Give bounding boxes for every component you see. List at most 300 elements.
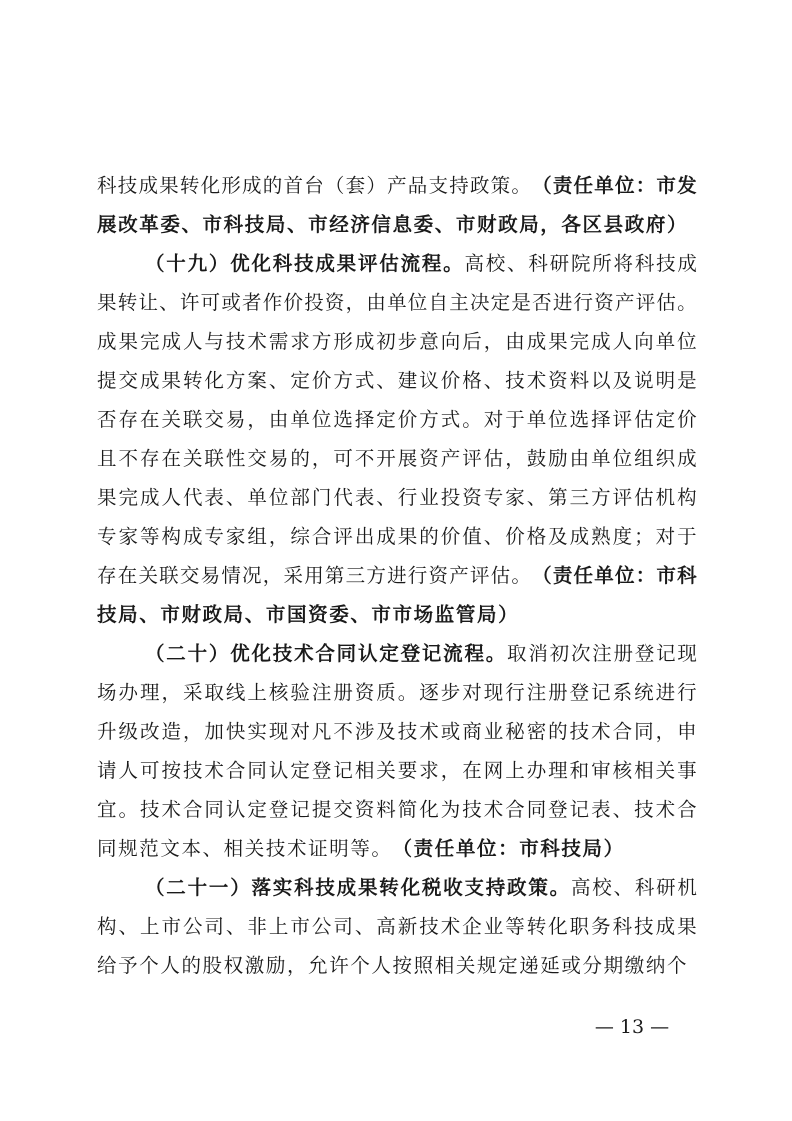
text-char: 同 [336,642,357,665]
text-char: 组 [247,525,267,548]
text-char: 局 [519,213,541,236]
text-char: 审 [591,759,611,782]
text-char: （ [532,174,552,197]
text-char: 评 [333,525,353,548]
text-char: 术 [161,798,181,821]
text-char: 、 [483,369,504,392]
text-char: 步 [397,330,418,353]
text-char: 予 [118,954,140,977]
text-char: 品 [407,174,428,197]
text-char: 革 [139,213,161,236]
text-char: 务 [591,915,611,938]
text-char: 认 [357,642,378,665]
text-char: 支 [428,174,449,197]
text-char: 存 [139,447,160,470]
text-char: 可 [200,291,221,314]
text-char: 上 [247,681,267,704]
text-char: 化 [251,252,271,275]
text-char: 。 [677,291,697,314]
text-char: 局 [582,837,604,860]
text-char: 。 [485,642,506,665]
text-char: 自 [428,291,449,314]
text-char: 交 [333,798,353,821]
text-char: 给 [97,954,119,977]
text-char: 。 [511,174,531,197]
text-char: 技 [265,837,287,860]
text-char: 申 [677,720,697,743]
text-char: 价 [440,525,461,548]
text-char: 县 [603,213,625,236]
text-char: 展 [97,213,119,236]
text-char: 验 [290,681,310,704]
text-char: 、 [376,486,396,509]
text-char: 合 [315,642,335,665]
text-char: 。 [371,837,393,860]
text-char: 科 [528,252,548,275]
text-char: 机 [677,876,697,899]
text-char: 估 [634,408,654,431]
text-char: 术 [286,837,309,860]
text-char: 商 [462,720,482,743]
text-char: 熟 [591,525,611,548]
text-char: 委 [329,603,351,626]
text-char: 化 [200,174,221,197]
text-char: 文 [160,837,182,860]
text-char: 任 [573,564,594,587]
text-char: 请 [97,759,117,782]
text-char: 局 [223,603,245,626]
text-char: 技 [397,720,418,743]
text-char: 合 [311,525,332,548]
text-char: 市 [392,603,414,626]
text-char: 将 [613,252,634,275]
text-char: 市 [161,915,181,938]
text-char: 公 [311,915,332,938]
text-char: 人 [612,330,633,353]
text-char: 评 [612,486,633,509]
text-char: 秘 [505,720,525,743]
text-char: 科 [634,252,655,275]
text-char: 单 [455,837,477,860]
text-char: 。 [118,798,138,821]
text-char: 联 [182,408,203,431]
text-char: ， [268,525,289,548]
text-char: 方 [366,564,386,587]
text-char: 、 [354,915,375,938]
text-char: 式 [354,369,375,392]
text-char: 化 [548,915,568,938]
text-char: 、 [202,837,224,860]
text-char: 场 [97,681,117,704]
text-char: 行 [505,681,525,704]
text-char: 认 [268,759,289,782]
text-char: 政 [624,213,646,236]
text-char: 展 [397,447,418,470]
text-char: 权 [223,954,245,977]
text-char: 资 [354,681,375,704]
page-number: — 13 — [594,1016,670,1038]
text-char: 相 [354,759,375,782]
text-char: 关 [138,564,158,587]
text-char: 、 [526,486,547,509]
text-char: 或 [440,720,461,743]
text-char: 让 [138,291,158,314]
text-char: 资 [324,291,345,314]
text-char: 明 [655,369,676,392]
text-char: 按 [392,954,414,977]
text-char: 产 [449,564,469,587]
text-char: 册 [548,681,568,704]
text-char: 技 [182,759,203,782]
text-char: 行 [407,564,428,587]
text-char: 落 [251,876,271,899]
text-char: 企 [462,915,482,938]
text-char: 二 [166,876,186,899]
text-char: 现 [677,642,697,665]
text-char: 级 [118,720,138,743]
text-char: 否 [532,291,552,314]
text-char: 记 [421,642,442,665]
text-char: 与 [204,330,224,353]
text-char: 果 [397,525,418,548]
text-char: 主 [449,291,469,314]
text-char: 位 [268,486,289,509]
text-char: 定 [376,408,396,431]
text-line [97,556,697,595]
text-char: 校 [485,252,506,275]
text-char: 情 [221,564,241,587]
text-char: 市 [371,603,393,626]
text-char: 单 [655,330,676,353]
text-char: 评 [357,252,378,275]
text-char: 技 [225,330,246,353]
text-char: 十 [187,642,208,665]
text-char: 规 [476,954,499,977]
text-line [97,322,697,361]
text-char: 组 [634,447,654,470]
text-char: 套 [345,174,366,197]
text-char: 提 [311,798,332,821]
text-char: 对 [483,408,504,431]
text-char: 。 [397,681,418,704]
text-char: 第 [324,564,345,587]
text-char: 、 [118,915,138,938]
text-char: 成 [336,876,357,899]
text-char: 不 [118,447,138,470]
text-char: 册 [613,642,634,665]
text-char: 行 [573,291,594,314]
text-char: 术 [655,798,676,821]
text-char: 联 [204,447,224,470]
text-char: 择 [354,408,375,431]
text-char: 统 [634,681,654,704]
text-char: 相 [223,837,245,860]
text-char: 家 [118,525,138,548]
text-char: 励 [548,447,568,470]
text-char: 在 [117,564,138,587]
text-char: ； [634,525,654,548]
text-char: 合 [182,798,203,821]
text-char: 公 [182,915,203,938]
text-char: 价 [440,369,461,392]
text-char: 、 [244,603,266,626]
text-char: 产 [440,447,461,470]
text-char: ， [505,447,525,470]
text-char: 成 [376,525,396,548]
text-char: 允 [308,954,330,977]
text-line [97,907,697,946]
text-line [97,283,697,322]
text-char: 、 [159,291,179,314]
text-char: 业 [419,486,439,509]
text-char: 加 [204,720,224,743]
text-line [97,712,697,751]
text-char: 、 [612,798,633,821]
text-char: 果 [677,915,697,938]
text-char: 在 [161,447,181,470]
text-char: 同 [634,720,654,743]
text-char: 说 [634,369,654,392]
text-char: 科 [223,213,245,236]
text-char: 技 [656,252,676,275]
text-char: 单 [594,174,614,197]
text-char: 择 [591,408,611,431]
text-char: 。 [549,876,570,899]
text-char: 递 [519,954,541,977]
text-char: 支 [464,876,484,899]
text-char: 合 [505,798,525,821]
text-char: 人 [182,330,203,353]
text-char: 实 [272,876,293,899]
text-char: 需 [268,330,289,353]
text-char: 事 [677,759,697,782]
text-char: 成 [139,486,160,509]
text-char: 料 [376,798,396,821]
text-char: 术 [483,798,504,821]
text-char: 成 [569,525,590,548]
text-char: 网 [483,759,504,782]
text-char: 改 [139,720,160,743]
text-char: 投 [304,291,324,314]
text-char: 科 [634,876,655,899]
text-char: 线 [225,681,246,704]
text-char: 采 [182,681,203,704]
text-char: 激 [244,954,266,977]
text-char: 的 [548,720,568,743]
text-char: 位 [311,408,332,431]
text-char: 后 [462,330,482,353]
text-char: 术 [526,369,547,392]
text-char: 流 [443,642,463,665]
text-char: 求 [419,759,439,782]
text-char: 评 [469,564,490,587]
text-char: 息 [392,213,414,236]
text-char: 单 [247,486,267,509]
text-char: 首 [283,174,303,197]
text-char: 在 [462,759,482,782]
text-char: 、 [483,525,504,548]
text-char: 及 [612,369,633,392]
text-char: 第 [548,486,568,509]
text-char: 步 [440,681,461,704]
text-char: 专 [204,525,224,548]
text-char: 易 [200,564,221,587]
text-char: 关 [376,759,396,782]
text-char: 定 [247,798,267,821]
text-char: 成 [526,330,547,353]
text-line [97,166,697,205]
text-char: 、 [376,369,396,392]
text-char: ） [366,174,386,197]
text-char: 、 [181,213,203,236]
text-char: 及 [376,720,396,743]
text-char: 优 [230,252,250,275]
text-char: 技 [505,369,525,392]
text-char: 市 [656,174,676,197]
text-char: 价 [397,408,418,431]
text-char: 记 [569,798,590,821]
text-char: 且 [97,447,117,470]
text-char: 关 [455,954,477,977]
text-char: 转 [179,174,200,197]
text-char: 管 [455,603,477,626]
text-char: 、 [286,213,309,236]
text-char: 现 [483,681,504,704]
text-char: 职 [569,915,590,938]
text-char: 范 [139,837,161,860]
text-char: 表 [204,486,224,509]
text-char: ） [230,876,250,899]
text-char: 逐 [419,681,439,704]
text-char: 否 [97,408,117,431]
text-char: 交 [247,447,267,470]
text-char: 进 [552,291,573,314]
text-char: ： [498,837,520,860]
text-char: 密 [526,720,547,743]
text-char: 技 [244,213,266,236]
text-char: 对 [290,720,310,743]
text-char: 局 [476,603,499,626]
text-char: 技 [634,798,654,821]
text-char: 价 [283,291,303,314]
text-char: 果 [159,174,179,197]
text-char: 技 [117,174,138,197]
text-char: 意 [419,330,439,353]
text-char: 化 [251,642,271,665]
body-text [97,166,697,985]
text-char: 等 [350,837,372,860]
text-char: 人 [161,486,181,509]
text-char: 励 [265,954,287,977]
text-char: 况 [242,564,262,587]
text-char: 明 [329,837,351,860]
text-char: 高 [464,252,484,275]
text-char: 和 [569,759,590,782]
text-char: 表 [354,486,375,509]
text-char: （ [392,837,414,860]
text-char: 估 [490,564,511,587]
text-char: 果 [118,330,138,353]
text-char: 选 [569,408,590,431]
text-char: 在 [139,408,160,431]
text-char: 化 [204,369,224,392]
text-char: 资 [462,486,482,509]
text-char: 对 [462,681,482,704]
text-char: 资 [428,564,449,587]
text-char: 定 [490,291,511,314]
text-char: 方 [419,408,439,431]
text-char: 个 [139,954,161,977]
text-char: 关 [161,408,181,431]
text-char: （ [324,174,345,197]
text-char: （ [145,252,165,275]
text-char: ， [655,720,676,743]
text-char: 及 [548,525,568,548]
text-char: 快 [225,720,246,743]
text-char: 存 [97,564,117,587]
text-char: 市 [202,213,224,236]
text-char: 纳 [645,954,667,977]
text-char: 策 [528,876,548,899]
text-char: 提 [97,369,117,392]
text-char: 司 [333,915,353,938]
text-char: 单 [591,447,611,470]
text-char: 资 [548,369,568,392]
text-char: 、 [225,915,246,938]
text-char: 登 [268,798,289,821]
text-char: 转 [379,876,399,899]
text-char: ， [440,759,461,782]
text-char: 的 [290,447,310,470]
text-char: 市 [290,915,310,938]
text-char: 单 [387,291,407,314]
text-char: 等 [505,915,525,938]
text-char: 易 [268,447,289,470]
text-char: 系 [612,681,633,704]
text-char: 核 [612,759,633,782]
text-char: 、 [507,252,527,275]
text-char: 三 [569,486,590,509]
text-line [97,634,697,673]
text-char: 估 [379,252,399,275]
text-char: 同 [247,759,267,782]
text-char: 科 [612,915,633,938]
text-char: 选 [333,408,353,431]
text-char: 采 [283,564,303,587]
text-char: 估 [656,291,676,314]
text-char: 分 [582,954,604,977]
text-char: 果 [97,291,117,314]
text-char: 价 [311,369,332,392]
text-char: 上 [139,915,160,938]
text-char: 关 [655,759,676,782]
text-char: 求 [290,330,310,353]
text-char: ， [483,330,504,353]
text-char: 由 [569,447,590,470]
text-char: 完 [118,486,138,509]
text-char: 监 [434,603,456,626]
text-char: 代 [333,486,353,509]
text-char: 政 [469,174,490,197]
text-char: 资 [354,798,375,821]
text-char: 登 [634,642,655,665]
text-char: 作 [262,291,283,314]
text-line [97,205,697,244]
text-char: 由 [268,408,289,431]
text-char: 化 [400,876,421,899]
text-char: 核 [268,681,289,704]
text-line [97,751,697,790]
